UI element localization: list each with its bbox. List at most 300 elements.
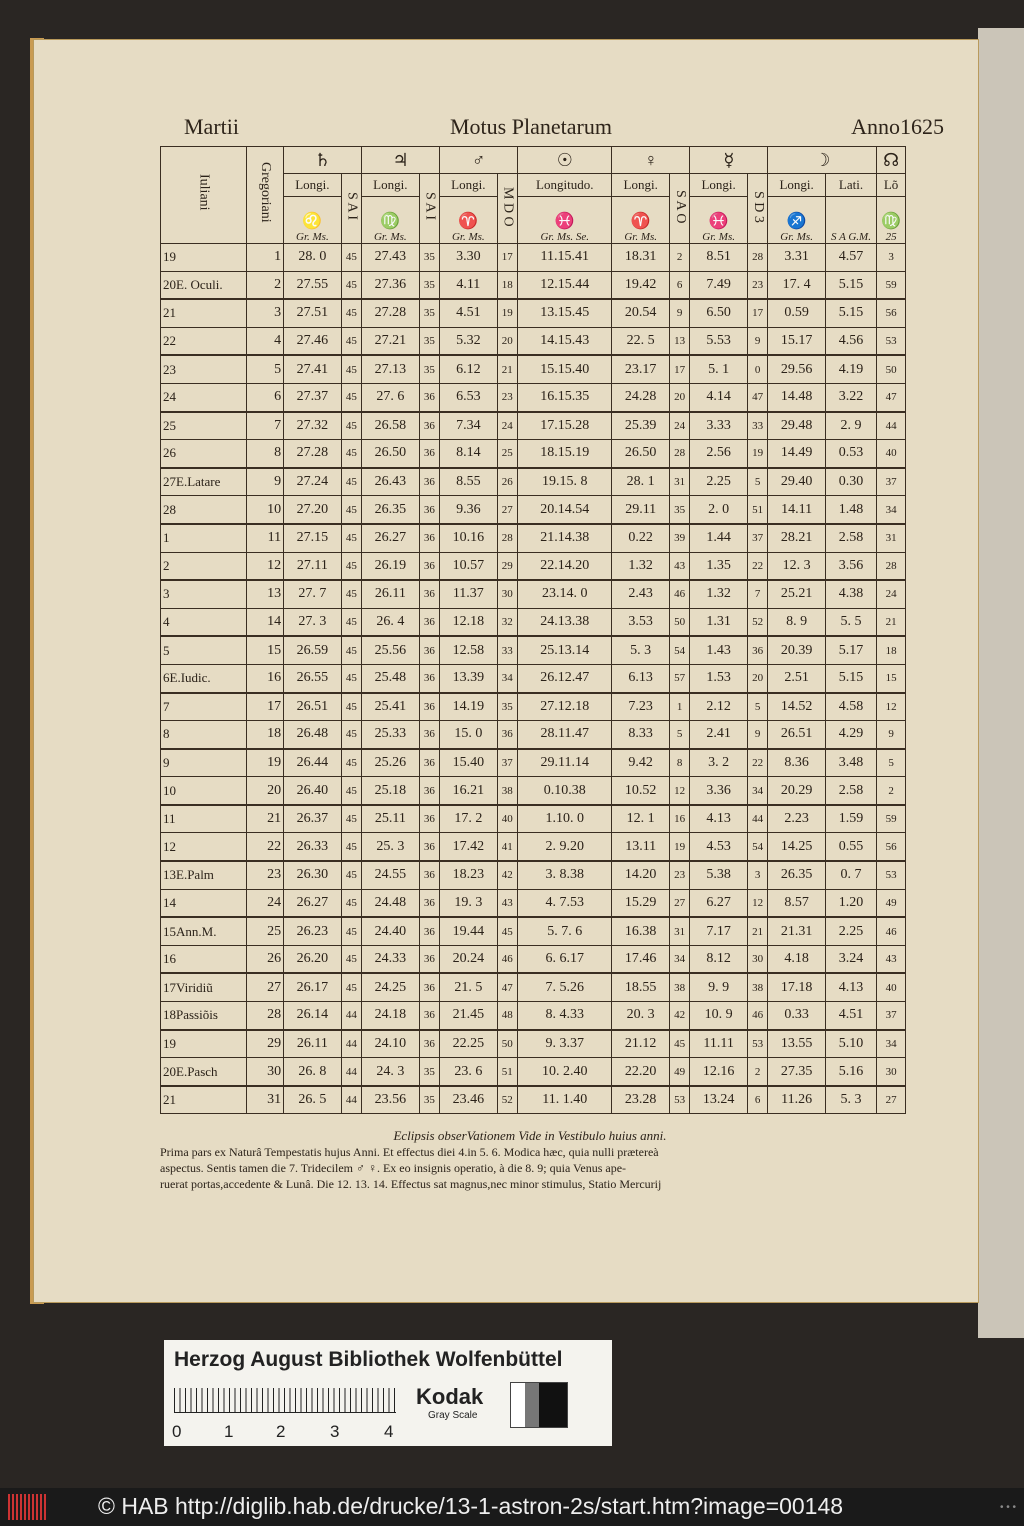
mars-longitude: 21.45 (440, 1002, 497, 1030)
mars-latitude: 33 (497, 636, 518, 664)
saturn-longitude: 26.33 (284, 833, 341, 861)
mercury-longitude: 3.36 (690, 777, 747, 805)
scale-n1: 1 (224, 1422, 234, 1441)
moon-latitude: 4.29 (825, 721, 876, 749)
moon-latitude: 0.55 (825, 833, 876, 861)
sun-longitude: 12.15.44 (518, 271, 612, 299)
saturn-latitude: 45 (341, 440, 362, 468)
node-longitude: 49 (877, 889, 906, 917)
mars-latitude: 32 (497, 608, 518, 636)
saturn-latitude: 45 (341, 244, 362, 272)
sun-longitude: 28.11.47 (518, 721, 612, 749)
mercury-longitude: 3. 2 (690, 749, 747, 777)
venus-icon: ♀ (612, 147, 690, 174)
mercury-longitude: 1.35 (690, 552, 747, 580)
venus-longitude: 13.11 (612, 833, 669, 861)
sun-longitude: 18.15.19 (518, 440, 612, 468)
saturn-longitude: 27. 3 (284, 608, 341, 636)
julian-date: 21 (161, 299, 247, 327)
mercury-latitude: 0 (747, 355, 768, 383)
mercury-latitude: 5 (747, 693, 768, 721)
venus-longitude: 3.53 (612, 608, 669, 636)
jupiter-longitude: 25.18 (362, 777, 419, 805)
venus-latitude: 27 (669, 889, 690, 917)
venus-longitude: 7.23 (612, 693, 669, 721)
julian-date: 23 (161, 355, 247, 383)
gregorian-date: 23 (247, 861, 284, 889)
venus-units: ♈ Gr. Ms. (612, 197, 669, 244)
venus-longitude: 12. 1 (612, 805, 669, 833)
moon-longitude: 8. 9 (768, 608, 825, 636)
moon-longitude: 21.31 (768, 917, 825, 945)
saturn-lat-header: S A I (341, 174, 362, 244)
venus-longitude: 0.22 (612, 524, 669, 552)
jupiter-latitude: 36 (419, 973, 440, 1001)
mars-longitude: 20.24 (440, 945, 497, 973)
venus-latitude: 16 (669, 805, 690, 833)
julian-date: 12 (161, 833, 247, 861)
node-longitude: 28 (877, 552, 906, 580)
jupiter-latitude: 36 (419, 496, 440, 524)
jupiter-latitude: 36 (419, 693, 440, 721)
venus-latitude: 38 (669, 973, 690, 1001)
julian-date: 1 (161, 524, 247, 552)
jupiter-longitude: 24.33 (362, 945, 419, 973)
mars-latitude: 45 (497, 917, 518, 945)
mercury-latitude: 21 (747, 917, 768, 945)
moon-latitude: 4.19 (825, 355, 876, 383)
julian-date: 5 (161, 636, 247, 664)
mercury-latitude: 23 (747, 271, 768, 299)
mercury-latitude: 53 (747, 1030, 768, 1058)
notes-line-4: ruerat portas,accedente & Lunâ. Die 12. 13. 14. Effectus sat magnus,nec minor stimulus, Statio Mercurij (160, 1177, 662, 1191)
node-longitude: 56 (877, 833, 906, 861)
moon-longitude: 14.52 (768, 693, 825, 721)
mercury-latitude: 22 (747, 749, 768, 777)
moon-longitude: 29.56 (768, 355, 825, 383)
saturn-latitude: 45 (341, 299, 362, 327)
venus-longitude: 2.43 (612, 580, 669, 608)
jupiter-longitude: 27.21 (362, 327, 419, 355)
mars-latitude: 42 (497, 861, 518, 889)
saturn-latitude: 45 (341, 973, 362, 1001)
mercury-latitude: 33 (747, 412, 768, 440)
gray-scale-patch (510, 1382, 568, 1428)
mars-longitude: 15. 0 (440, 721, 497, 749)
saturn-latitude: 45 (341, 749, 362, 777)
saturn-latitude: 44 (341, 1058, 362, 1086)
moon-latitude: 0.53 (825, 440, 876, 468)
mercury-latitude: 34 (747, 777, 768, 805)
mercury-longitude: 1.44 (690, 524, 747, 552)
moon-longitude: 14.25 (768, 833, 825, 861)
mercury-latitude: 52 (747, 608, 768, 636)
table-row (161, 945, 906, 973)
mercury-latitude: 3 (747, 861, 768, 889)
moon-latitude: 5.15 (825, 299, 876, 327)
mercury-longitude: 8.12 (690, 945, 747, 973)
moon-units: ♐ Gr. Ms. (768, 197, 825, 244)
venus-longitude: 5. 3 (612, 636, 669, 664)
notes-line-1: Eclipsis obserVationem Vide in Vestibulo huius anni. (393, 1128, 667, 1143)
sun-longitude: 20.14.54 (518, 496, 612, 524)
jupiter-longitude: 27.43 (362, 244, 419, 272)
mars-latitude: 37 (497, 749, 518, 777)
venus-latitude: 35 (669, 496, 690, 524)
node-longitude: 15 (877, 664, 906, 692)
mars-latitude: 26 (497, 468, 518, 496)
gregorian-date: 1 (247, 244, 284, 272)
saturn-latitude: 45 (341, 412, 362, 440)
scale-ruler (174, 1388, 396, 1413)
mercury-longitude: 2.12 (690, 693, 747, 721)
mars-longitude: 17.42 (440, 833, 497, 861)
gregorian-date: 9 (247, 468, 284, 496)
venus-latitude: 42 (669, 1002, 690, 1030)
saturn-longitude: 26. 8 (284, 1058, 341, 1086)
saturn-longitude: 26.48 (284, 721, 341, 749)
venus-latitude: 9 (669, 299, 690, 327)
moon-icon: ☽ (768, 147, 877, 174)
moon-longitude: 26.35 (768, 861, 825, 889)
mars-latitude: 29 (497, 552, 518, 580)
julian-date: 19 (161, 1030, 247, 1058)
sun-longitude: 24.13.38 (518, 608, 612, 636)
gregorian-date: 5 (247, 355, 284, 383)
mars-longitude: 18.23 (440, 861, 497, 889)
mars-latitude: 17 (497, 244, 518, 272)
table-row (161, 327, 906, 355)
table-row (161, 777, 906, 805)
moon-longitude: 20.29 (768, 777, 825, 805)
library-label (164, 1340, 612, 1446)
jupiter-longitude: 26. 4 (362, 608, 419, 636)
node-longitude: 18 (877, 636, 906, 664)
mercury-latitude: 51 (747, 496, 768, 524)
sun-longitude: 5. 7. 6 (518, 917, 612, 945)
mars-longitude: 6.53 (440, 383, 497, 411)
jupiter-latitude: 35 (419, 299, 440, 327)
venus-latitude: 49 (669, 1058, 690, 1086)
saturn-latitude: 45 (341, 721, 362, 749)
saturn-longitude: 26.23 (284, 917, 341, 945)
node-longitude: 50 (877, 355, 906, 383)
saturn-longi: Longi. (284, 174, 341, 197)
moon-lati: Lati. (825, 174, 876, 197)
table-row (161, 805, 906, 833)
sun-longitude: 29.11.14 (518, 749, 612, 777)
saturn-longitude: 27.24 (284, 468, 341, 496)
sun-longitude: 14.15.43 (518, 327, 612, 355)
julian-date: 19 (161, 244, 247, 272)
mars-longitude: 4.51 (440, 299, 497, 327)
mars-longitude: 12.18 (440, 608, 497, 636)
node-longitude: 30 (877, 1058, 906, 1086)
jupiter-longitude: 26.11 (362, 580, 419, 608)
jupiter-latitude: 35 (419, 1086, 440, 1114)
jupiter-latitude: 36 (419, 383, 440, 411)
gregorian-date: 14 (247, 608, 284, 636)
ephemeris-table (160, 146, 906, 1114)
mercury-longitude: 1.43 (690, 636, 747, 664)
mars-latitude: 46 (497, 945, 518, 973)
mars-latitude: 50 (497, 1030, 518, 1058)
jupiter-latitude: 36 (419, 664, 440, 692)
node-longitude: 21 (877, 608, 906, 636)
mars-latitude: 23 (497, 383, 518, 411)
jupiter-latitude: 36 (419, 1002, 440, 1030)
table-row (161, 412, 906, 440)
node-longitude: 56 (877, 299, 906, 327)
venus-longitude: 28. 1 (612, 468, 669, 496)
gregorian-date: 3 (247, 299, 284, 327)
mars-longitude: 16.21 (440, 777, 497, 805)
mars-longitude: 23.46 (440, 1086, 497, 1114)
table-row (161, 917, 906, 945)
saturn-longitude: 26.44 (284, 749, 341, 777)
venus-longitude: 19.42 (612, 271, 669, 299)
node-longitude: 34 (877, 496, 906, 524)
julian-date: 17Viridiũ (161, 973, 247, 1001)
moon-latitude: 5.10 (825, 1030, 876, 1058)
moon-longitude: 14.49 (768, 440, 825, 468)
table-row (161, 889, 906, 917)
saturn-latitude: 45 (341, 777, 362, 805)
jupiter-latitude: 35 (419, 355, 440, 383)
gregorian-date: 24 (247, 889, 284, 917)
sun-longitude: 25.13.14 (518, 636, 612, 664)
node-longitude: 53 (877, 327, 906, 355)
scale-n3: 3 (330, 1422, 340, 1441)
moon-latitude: 5.15 (825, 664, 876, 692)
pisces-icon: ♓ (554, 213, 575, 230)
mercury-latitude: 19 (747, 440, 768, 468)
footer-copyright-link[interactable]: © HAB http://diglib.hab.de/drucke/13-1-astron-2s/start.htm?image=00148 (98, 1493, 844, 1519)
table-row (161, 244, 906, 272)
venus-latitude: 1 (669, 693, 690, 721)
jupiter-longitude: 24.18 (362, 1002, 419, 1030)
sun-longitude: 8. 4.33 (518, 1002, 612, 1030)
table-row (161, 468, 906, 496)
moon-longitude: 8.57 (768, 889, 825, 917)
julian-date: 3 (161, 580, 247, 608)
venus-latitude: 24 (669, 412, 690, 440)
table-row (161, 580, 906, 608)
jupiter-longitude: 25.11 (362, 805, 419, 833)
table-row (161, 833, 906, 861)
gregorian-date: 13 (247, 580, 284, 608)
venus-longitude: 8.33 (612, 721, 669, 749)
table-row (161, 496, 906, 524)
jupiter-longitude: 26.19 (362, 552, 419, 580)
jupiter-longitude: 24.10 (362, 1030, 419, 1058)
saturn-longitude: 27. 7 (284, 580, 341, 608)
venus-longitude: 16.38 (612, 917, 669, 945)
jupiter-longitude: 26.58 (362, 412, 419, 440)
mercury-longitude: 2. 0 (690, 496, 747, 524)
julian-date: 24 (161, 383, 247, 411)
table-row (161, 749, 906, 777)
jupiter-latitude: 35 (419, 1058, 440, 1086)
adjacent-page-edge (978, 28, 1024, 1338)
julian-date: 16 (161, 945, 247, 973)
notes-line-3: aspectus. Sentis tamen die 7. Tridecilem ♂ ♀. Ex eo insignis operatio, à die 8. 9; quia Venus ape- (160, 1161, 627, 1175)
mars-units: ♈ Gr. Ms. (440, 197, 497, 244)
venus-longitude: 9.42 (612, 749, 669, 777)
mars-latitude: 40 (497, 805, 518, 833)
moon-lat-units: S A G.M. (825, 197, 876, 244)
mars-latitude: 20 (497, 327, 518, 355)
jupiter-longitude: 25.56 (362, 636, 419, 664)
mars-longitude: 17. 2 (440, 805, 497, 833)
gregorian-date: 6 (247, 383, 284, 411)
saturn-longitude: 27.46 (284, 327, 341, 355)
jupiter-latitude: 36 (419, 721, 440, 749)
virgo-icon: ♍ (380, 213, 401, 230)
jupiter-latitude: 35 (419, 271, 440, 299)
mercury-latitude: 46 (747, 1002, 768, 1030)
saturn-latitude: 45 (341, 693, 362, 721)
jupiter-latitude: 35 (419, 327, 440, 355)
mars-latitude: 38 (497, 777, 518, 805)
jupiter-longitude: 23.56 (362, 1086, 419, 1114)
jupiter-longitude: 26.27 (362, 524, 419, 552)
moon-latitude: 4.58 (825, 693, 876, 721)
venus-latitude: 2 (669, 244, 690, 272)
mercury-latitude: 17 (747, 299, 768, 327)
saturn-longitude: 26.40 (284, 777, 341, 805)
node-longitude: 53 (877, 861, 906, 889)
pisces-icon: ♓ (708, 213, 729, 230)
node-lo: Lõ (877, 174, 906, 197)
saturn-units: ♌ Gr. Ms. (284, 197, 341, 244)
mars-longitude: 21. 5 (440, 973, 497, 1001)
jupiter-longitude: 25.33 (362, 721, 419, 749)
sun-longitude: 21.14.38 (518, 524, 612, 552)
sun-longitudo: Longitudo. (518, 174, 612, 197)
mercury-longitude: 1.32 (690, 580, 747, 608)
mercury-longitude: 12.16 (690, 1058, 747, 1086)
table-row (161, 861, 906, 889)
mars-longitude: 8.55 (440, 468, 497, 496)
saturn-longitude: 27.28 (284, 440, 341, 468)
venus-longitude: 26.50 (612, 440, 669, 468)
mars-longitude: 3.30 (440, 244, 497, 272)
venus-longitude: 23.17 (612, 355, 669, 383)
jupiter-longitude: 27.28 (362, 299, 419, 327)
saturn-longitude: 26.59 (284, 636, 341, 664)
mercury-latitude: 6 (747, 1086, 768, 1114)
saturn-longitude: 27.41 (284, 355, 341, 383)
venus-latitude: 39 (669, 524, 690, 552)
scale-n0: 0 (172, 1422, 182, 1441)
venus-longitude: 15.29 (612, 889, 669, 917)
julian-date: 22 (161, 327, 247, 355)
mercury-longitude: 1.31 (690, 608, 747, 636)
saturn-latitude: 45 (341, 496, 362, 524)
mercury-longitude: 2.25 (690, 468, 747, 496)
gregorian-date: 18 (247, 721, 284, 749)
mars-latitude: 34 (497, 664, 518, 692)
jupiter-longitude: 24.40 (362, 917, 419, 945)
mars-longi: Longi. (440, 174, 497, 197)
jupiter-longitude: 24. 3 (362, 1058, 419, 1086)
mars-longitude: 10.57 (440, 552, 497, 580)
venus-latitude: 20 (669, 383, 690, 411)
mercury-longitude: 10. 9 (690, 1002, 747, 1030)
mercury-longi: Longi. (690, 174, 747, 197)
kodak-logo: Kodak (416, 1384, 484, 1409)
julian-date: 21 (161, 1086, 247, 1114)
mars-latitude: 52 (497, 1086, 518, 1114)
sun-longitude: 3. 8.38 (518, 861, 612, 889)
table-row (161, 973, 906, 1001)
gregorian-date: 30 (247, 1058, 284, 1086)
mars-longitude: 22.25 (440, 1030, 497, 1058)
mars-longitude: 4.11 (440, 271, 497, 299)
venus-longitude: 24.28 (612, 383, 669, 411)
mercury-longitude: 8.51 (690, 244, 747, 272)
venus-latitude: 17 (669, 355, 690, 383)
mars-longitude: 7.34 (440, 412, 497, 440)
gregorian-date: 11 (247, 524, 284, 552)
saturn-latitude: 44 (341, 1086, 362, 1114)
venus-latitude: 45 (669, 1030, 690, 1058)
saturn-longitude: 26.37 (284, 805, 341, 833)
venus-latitude: 6 (669, 271, 690, 299)
moon-latitude: 2. 9 (825, 412, 876, 440)
mars-latitude: 18 (497, 271, 518, 299)
jupiter-latitude: 36 (419, 805, 440, 833)
mercury-latitude: 28 (747, 244, 768, 272)
venus-longitude: 22.20 (612, 1058, 669, 1086)
node-longitude: 31 (877, 524, 906, 552)
sun-longitude: 15.15.40 (518, 355, 612, 383)
mercury-longitude: 7.49 (690, 271, 747, 299)
sun-longitude: 2. 9.20 (518, 833, 612, 861)
mars-latitude: 48 (497, 1002, 518, 1030)
gregorian-date: 25 (247, 917, 284, 945)
venus-longitude: 18.31 (612, 244, 669, 272)
mercury-latitude: 2 (747, 1058, 768, 1086)
venus-latitude: 31 (669, 468, 690, 496)
mercury-lat-header: S D 3 (747, 174, 768, 244)
jupiter-longitude: 25. 3 (362, 833, 419, 861)
moon-latitude: 0.30 (825, 468, 876, 496)
saturn-latitude: 45 (341, 945, 362, 973)
saturn-longitude: 26.30 (284, 861, 341, 889)
mars-icon: ♂ (440, 147, 518, 174)
sun-longitude: 4. 7.53 (518, 889, 612, 917)
mercury-longitude: 5.38 (690, 861, 747, 889)
saturn-latitude: 45 (341, 355, 362, 383)
saturn-longitude: 27.32 (284, 412, 341, 440)
moon-longitude: 27.35 (768, 1058, 825, 1086)
jupiter-icon: ♃ (362, 147, 440, 174)
moon-longitude: 8.36 (768, 749, 825, 777)
moon-latitude: 0. 7 (825, 861, 876, 889)
mercury-longitude: 3.33 (690, 412, 747, 440)
venus-longitude: 14.20 (612, 861, 669, 889)
saturn-longitude: 27.11 (284, 552, 341, 580)
node-longitude: 3 (877, 244, 906, 272)
moon-longitude: 14.11 (768, 496, 825, 524)
venus-latitude: 43 (669, 552, 690, 580)
moon-longitude: 15.17 (768, 327, 825, 355)
moon-longitude: 17.18 (768, 973, 825, 1001)
moon-latitude: 5.15 (825, 271, 876, 299)
mars-longitude: 5.32 (440, 327, 497, 355)
